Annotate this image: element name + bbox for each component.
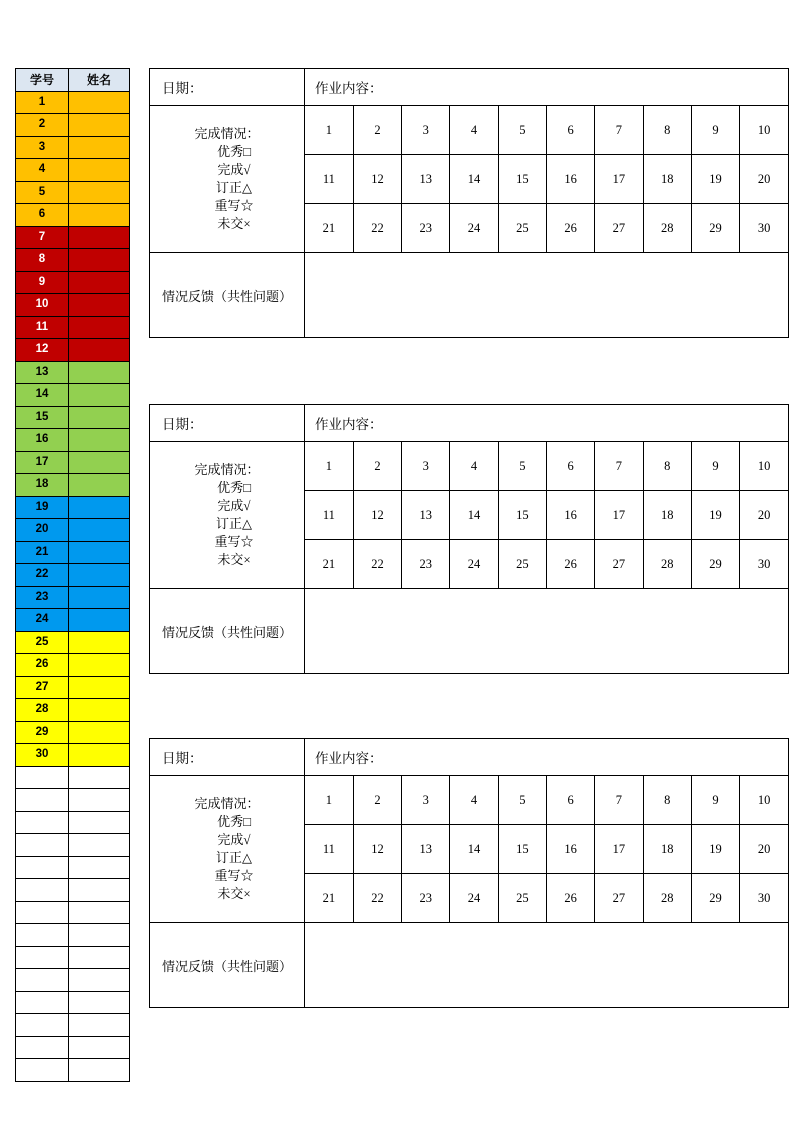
roster-cell-name[interactable] (69, 1014, 130, 1037)
roster-cell-name[interactable] (69, 226, 130, 249)
number-grid-cell[interactable]: 20 (740, 825, 788, 874)
content-field[interactable]: 作业内容： (305, 405, 789, 442)
roster-cell-name[interactable] (69, 451, 130, 474)
date-field[interactable]: 日期： (150, 69, 305, 106)
homework-header-row (150, 69, 789, 106)
roster-cell-id[interactable]: 21 (16, 541, 69, 564)
number-grid-cell[interactable]: 17 (595, 491, 643, 540)
roster-row (16, 249, 130, 272)
roster-row (16, 204, 130, 227)
roster-row (16, 834, 130, 857)
roster-cell-name[interactable] (69, 924, 130, 947)
roster-cell-name[interactable] (69, 631, 130, 654)
roster-cell-name[interactable] (69, 91, 130, 114)
roster-cell-id[interactable] (16, 1036, 69, 1059)
number-grid-cell[interactable]: 29 (691, 874, 739, 923)
number-grid-cell[interactable]: 2 (353, 776, 401, 825)
completion-legend (150, 776, 305, 923)
roster-cell-id[interactable] (16, 1014, 69, 1037)
number-grid-cell[interactable]: 15 (498, 491, 546, 540)
roster-row (16, 901, 130, 924)
roster-cell-id[interactable]: 17 (16, 451, 69, 474)
roster-row (16, 1036, 130, 1059)
number-grid-cell[interactable]: 21 (305, 874, 353, 923)
number-grid-cell[interactable]: 30 (740, 204, 788, 253)
roster-cell-id[interactable]: 18 (16, 474, 69, 497)
number-grid-cell[interactable]: 22 (353, 204, 401, 253)
number-grid-cell[interactable]: 26 (546, 874, 594, 923)
number-grid-cell[interactable]: 29 (691, 540, 739, 589)
roster-cell-id[interactable]: 23 (16, 586, 69, 609)
roster-row (16, 496, 130, 519)
number-grid-cell[interactable]: 28 (643, 874, 691, 923)
roster-cell-name[interactable] (69, 159, 130, 182)
roster-cell-id[interactable]: 22 (16, 564, 69, 587)
roster-row (16, 676, 130, 699)
legend-item: 未交× (217, 551, 251, 567)
legend-item: 优秀□ (217, 480, 251, 496)
roster-header-name: 姓名 (69, 69, 130, 92)
number-grid-cell[interactable]: 20 (740, 155, 788, 204)
number-grid-cell[interactable]: 21 (305, 540, 353, 589)
legend-item: 订正△ (216, 180, 252, 195)
content-field[interactable]: 作业内容： (305, 69, 789, 106)
roster-cell-name[interactable] (69, 1059, 130, 1082)
number-grid-cell[interactable]: 28 (643, 204, 691, 253)
roster-cell-id[interactable]: 2 (16, 114, 69, 137)
student-number-grid (305, 442, 788, 588)
roster-cell-name[interactable] (69, 496, 130, 519)
legend-item: 未交× (217, 885, 251, 901)
homework-feedback-row (150, 923, 789, 1008)
roster-cell-name[interactable] (69, 744, 130, 767)
number-grid-cell[interactable]: 7 (595, 776, 643, 825)
roster-cell-id[interactable]: 16 (16, 429, 69, 452)
roster-row (16, 384, 130, 407)
roster-row (16, 181, 130, 204)
roster-row (16, 159, 130, 182)
roster-cell-name[interactable] (69, 586, 130, 609)
number-grid-cell[interactable]: 16 (546, 155, 594, 204)
roster-cell-id[interactable]: 19 (16, 496, 69, 519)
legend-title: 完成情况： (194, 796, 260, 812)
roster-header-row (16, 69, 130, 92)
roster-cell-id[interactable]: 7 (16, 226, 69, 249)
legend-title: 完成情况： (194, 126, 260, 142)
number-grid-cell[interactable]: 16 (546, 491, 594, 540)
roster-cell-name[interactable] (69, 429, 130, 452)
roster-row (16, 564, 130, 587)
number-grid-cell[interactable]: 16 (546, 825, 594, 874)
number-grid-cell[interactable]: 3 (402, 442, 450, 491)
roster-cell-id[interactable] (16, 834, 69, 857)
roster-row (16, 519, 130, 542)
student-number-grid-cell (305, 776, 789, 923)
roster-body (16, 91, 130, 1081)
number-grid-cell[interactable]: 10 (740, 106, 788, 155)
roster-cell-id[interactable]: 29 (16, 721, 69, 744)
number-grid-cell[interactable]: 10 (740, 442, 788, 491)
roster-cell-name[interactable] (69, 316, 130, 339)
number-grid-cell[interactable]: 3 (402, 776, 450, 825)
roster-cell-name[interactable] (69, 271, 130, 294)
roster-cell-name[interactable] (69, 294, 130, 317)
number-grid-cell[interactable]: 12 (353, 155, 401, 204)
completion-legend (150, 106, 305, 253)
number-grid-cell[interactable]: 22 (353, 540, 401, 589)
number-grid-cell[interactable]: 14 (450, 155, 498, 204)
student-number-grid (305, 106, 788, 252)
number-grid-cell[interactable]: 24 (450, 874, 498, 923)
number-grid-cell[interactable]: 7 (595, 442, 643, 491)
roster-cell-name[interactable] (69, 361, 130, 384)
roster-row (16, 924, 130, 947)
number-grid-cell[interactable]: 18 (643, 155, 691, 204)
legend-item: 未交× (217, 215, 251, 231)
legend-item: 重写☆ (214, 197, 254, 213)
legend-item: 重写☆ (214, 533, 254, 549)
number-grid-cell[interactable]: 1 (305, 776, 353, 825)
number-grid-cell[interactable]: 1 (305, 106, 353, 155)
number-grid-cell[interactable]: 9 (691, 106, 739, 155)
number-grid-cell[interactable]: 15 (498, 155, 546, 204)
roster-cell-name[interactable] (69, 856, 130, 879)
roster-cell-name[interactable] (69, 721, 130, 744)
roster-row (16, 114, 130, 137)
roster-cell-id[interactable]: 8 (16, 249, 69, 272)
number-grid-cell[interactable]: 1 (305, 442, 353, 491)
roster-row (16, 451, 130, 474)
roster-cell-id[interactable]: 9 (16, 271, 69, 294)
number-grid-cell[interactable]: 6 (546, 776, 594, 825)
roster-cell-name[interactable] (69, 811, 130, 834)
number-grid-cell[interactable]: 25 (498, 540, 546, 589)
roster-row (16, 946, 130, 969)
roster-cell-name[interactable] (69, 879, 130, 902)
legend-item: 完成√ (217, 832, 251, 848)
roster-cell-name[interactable] (69, 564, 130, 587)
number-grid-cell[interactable]: 25 (498, 874, 546, 923)
roster-cell-id[interactable]: 13 (16, 361, 69, 384)
roster-cell-id[interactable] (16, 789, 69, 812)
roster-cell-name[interactable] (69, 541, 130, 564)
number-grid-cell[interactable]: 4 (450, 106, 498, 155)
roster-cell-name[interactable] (69, 789, 130, 812)
number-grid-cell[interactable]: 25 (498, 204, 546, 253)
homework-header-row (150, 405, 789, 442)
number-grid-cell[interactable]: 26 (546, 204, 594, 253)
roster-row (16, 406, 130, 429)
date-field[interactable]: 日期： (150, 739, 305, 776)
roster-row (16, 361, 130, 384)
roster-row (16, 271, 130, 294)
number-grid-cell[interactable]: 6 (546, 106, 594, 155)
number-grid-cell[interactable]: 23 (402, 540, 450, 589)
roster-row (16, 811, 130, 834)
roster-row (16, 91, 130, 114)
student-number-grid-cell (305, 442, 789, 589)
roster-row (16, 654, 130, 677)
number-grid-cell[interactable]: 21 (305, 204, 353, 253)
feedback-label: 情况反馈（共性问题） (150, 253, 305, 338)
roster-cell-name[interactable] (69, 114, 130, 137)
roster-row (16, 744, 130, 767)
number-grid-cell[interactable]: 11 (305, 825, 353, 874)
homework-feedback-row (150, 253, 789, 338)
roster-cell-id[interactable]: 26 (16, 654, 69, 677)
number-grid-cell[interactable]: 8 (643, 442, 691, 491)
homework-block (149, 738, 789, 1008)
number-grid-cell[interactable]: 3 (402, 106, 450, 155)
roster-cell-name[interactable] (69, 406, 130, 429)
roster-cell-id[interactable]: 15 (16, 406, 69, 429)
roster-row (16, 856, 130, 879)
number-grid-row (305, 106, 788, 155)
roster-cell-id[interactable]: 27 (16, 676, 69, 699)
feedback-input-area[interactable] (305, 589, 789, 674)
roster-cell-name[interactable] (69, 834, 130, 857)
number-grid-cell[interactable]: 22 (353, 874, 401, 923)
roster-row (16, 721, 130, 744)
roster-cell-name[interactable] (69, 676, 130, 699)
number-grid-cell[interactable]: 15 (498, 825, 546, 874)
feedback-label: 情况反馈（共性问题） (150, 589, 305, 674)
roster-cell-id[interactable]: 1 (16, 91, 69, 114)
roster-cell-name[interactable] (69, 766, 130, 789)
number-grid-cell[interactable]: 14 (450, 491, 498, 540)
number-grid-cell[interactable]: 4 (450, 776, 498, 825)
number-grid-cell[interactable]: 2 (353, 106, 401, 155)
number-grid-row (305, 540, 788, 589)
roster-cell-id[interactable]: 6 (16, 204, 69, 227)
legend-item: 完成√ (217, 162, 251, 178)
number-grid-cell[interactable]: 2 (353, 442, 401, 491)
number-grid-cell[interactable]: 19 (691, 825, 739, 874)
roster-cell-name[interactable] (69, 204, 130, 227)
number-grid-cell[interactable]: 5 (498, 776, 546, 825)
number-grid-cell[interactable]: 23 (402, 204, 450, 253)
number-grid-cell[interactable]: 20 (740, 491, 788, 540)
roster-row (16, 294, 130, 317)
roster-row (16, 429, 130, 452)
number-grid-cell[interactable]: 14 (450, 825, 498, 874)
number-grid-cell[interactable]: 13 (402, 155, 450, 204)
number-grid-cell[interactable]: 5 (498, 106, 546, 155)
number-grid-cell[interactable]: 24 (450, 204, 498, 253)
roster-cell-id[interactable] (16, 811, 69, 834)
number-grid-cell[interactable]: 5 (498, 442, 546, 491)
number-grid-cell[interactable]: 18 (643, 825, 691, 874)
roster-cell-name[interactable] (69, 969, 130, 992)
roster-cell-name[interactable] (69, 339, 130, 362)
roster-row (16, 136, 130, 159)
roster-row (16, 1059, 130, 1082)
number-grid-cell[interactable]: 27 (595, 874, 643, 923)
roster-row (16, 1014, 130, 1037)
feedback-input-area[interactable] (305, 923, 789, 1008)
number-grid-cell[interactable]: 6 (546, 442, 594, 491)
number-grid-cell[interactable]: 10 (740, 776, 788, 825)
roster-cell-id[interactable]: 14 (16, 384, 69, 407)
homework-feedback-row (150, 589, 789, 674)
legend-item: 完成√ (217, 498, 251, 514)
number-grid-cell[interactable]: 27 (595, 540, 643, 589)
roster-cell-id[interactable]: 5 (16, 181, 69, 204)
roster-cell-id[interactable]: 11 (16, 316, 69, 339)
number-grid-cell[interactable]: 28 (643, 540, 691, 589)
homework-status-row (150, 776, 789, 923)
legend-title: 完成情况： (194, 462, 260, 478)
date-field[interactable]: 日期： (150, 405, 305, 442)
roster-row (16, 586, 130, 609)
number-grid-cell[interactable]: 13 (402, 491, 450, 540)
completion-legend (150, 442, 305, 589)
roster-cell-id[interactable] (16, 856, 69, 879)
roster-cell-name[interactable] (69, 699, 130, 722)
roster-cell-id[interactable]: 3 (16, 136, 69, 159)
number-grid-cell[interactable]: 11 (305, 491, 353, 540)
roster-cell-id[interactable]: 10 (16, 294, 69, 317)
roster-cell-id[interactable]: 24 (16, 609, 69, 632)
number-grid-cell[interactable]: 23 (402, 874, 450, 923)
homework-block (149, 68, 789, 338)
roster-cell-name[interactable] (69, 181, 130, 204)
number-grid-cell[interactable]: 19 (691, 155, 739, 204)
roster-cell-id[interactable] (16, 946, 69, 969)
legend-item: 优秀□ (217, 814, 251, 830)
roster-row (16, 789, 130, 812)
number-grid-cell[interactable]: 17 (595, 155, 643, 204)
roster-cell-name[interactable] (69, 991, 130, 1014)
number-grid-cell[interactable]: 27 (595, 204, 643, 253)
legend-item: 订正△ (216, 850, 252, 865)
number-grid-cell[interactable]: 26 (546, 540, 594, 589)
legend-item: 重写☆ (214, 867, 254, 883)
number-grid-cell[interactable]: 30 (740, 874, 788, 923)
roster-cell-name[interactable] (69, 474, 130, 497)
number-grid-cell[interactable]: 9 (691, 776, 739, 825)
roster-cell-id[interactable]: 20 (16, 519, 69, 542)
number-grid-row (305, 491, 788, 540)
number-grid-cell[interactable]: 24 (450, 540, 498, 589)
number-grid-cell[interactable]: 17 (595, 825, 643, 874)
roster-row (16, 226, 130, 249)
roster-cell-name[interactable] (69, 901, 130, 924)
number-grid-cell[interactable]: 18 (643, 491, 691, 540)
roster-cell-id[interactable]: 12 (16, 339, 69, 362)
number-grid-cell[interactable]: 8 (643, 776, 691, 825)
roster-row (16, 699, 130, 722)
roster-cell-name[interactable] (69, 946, 130, 969)
number-grid-row (305, 874, 788, 923)
student-number-grid (305, 776, 788, 922)
number-grid-cell[interactable]: 11 (305, 155, 353, 204)
content-field[interactable]: 作业内容： (305, 739, 789, 776)
number-grid-cell[interactable]: 8 (643, 106, 691, 155)
roster-cell-name[interactable] (69, 519, 130, 542)
number-grid-cell[interactable]: 30 (740, 540, 788, 589)
number-grid-cell[interactable]: 4 (450, 442, 498, 491)
number-grid-cell[interactable]: 9 (691, 442, 739, 491)
roster-cell-name[interactable] (69, 136, 130, 159)
roster-cell-name[interactable] (69, 249, 130, 272)
roster-cell-id[interactable] (16, 924, 69, 947)
roster-row (16, 339, 130, 362)
feedback-label: 情况反馈（共性问题） (150, 923, 305, 1008)
roster-row (16, 969, 130, 992)
number-grid-cell[interactable]: 19 (691, 491, 739, 540)
roster-cell-id[interactable]: 4 (16, 159, 69, 182)
homework-status-row (150, 442, 789, 589)
roster-row (16, 879, 130, 902)
number-grid-row (305, 776, 788, 825)
roster-cell-id[interactable] (16, 1059, 69, 1082)
number-grid-row (305, 825, 788, 874)
feedback-input-area[interactable] (305, 253, 789, 338)
roster-row (16, 541, 130, 564)
homework-header-row (150, 739, 789, 776)
roster-row (16, 474, 130, 497)
roster-cell-id[interactable]: 30 (16, 744, 69, 767)
number-grid-row (305, 204, 788, 253)
legend-item: 订正△ (216, 516, 252, 531)
roster-row (16, 991, 130, 1014)
roster-cell-name[interactable] (69, 1036, 130, 1059)
roster-cell-id[interactable] (16, 879, 69, 902)
roster-cell-name[interactable] (69, 654, 130, 677)
number-grid-cell[interactable]: 12 (353, 491, 401, 540)
student-number-grid-cell (305, 106, 789, 253)
number-grid-row (305, 155, 788, 204)
number-grid-cell[interactable]: 29 (691, 204, 739, 253)
roster-row (16, 316, 130, 339)
roster-header-id: 学号 (16, 69, 69, 92)
roster-cell-id[interactable]: 28 (16, 699, 69, 722)
roster-cell-id[interactable] (16, 766, 69, 789)
roster-cell-id[interactable] (16, 969, 69, 992)
legend-item: 优秀□ (217, 144, 251, 160)
number-grid-cell[interactable]: 12 (353, 825, 401, 874)
student-roster-table (15, 68, 130, 1082)
roster-cell-name[interactable] (69, 384, 130, 407)
roster-cell-id[interactable] (16, 991, 69, 1014)
roster-cell-name[interactable] (69, 609, 130, 632)
roster-row (16, 631, 130, 654)
roster-cell-id[interactable]: 25 (16, 631, 69, 654)
homework-block (149, 404, 789, 674)
number-grid-cell[interactable]: 7 (595, 106, 643, 155)
number-grid-row (305, 442, 788, 491)
roster-cell-id[interactable] (16, 901, 69, 924)
homework-status-row (150, 106, 789, 253)
number-grid-cell[interactable]: 13 (402, 825, 450, 874)
roster-row (16, 609, 130, 632)
roster-row (16, 766, 130, 789)
